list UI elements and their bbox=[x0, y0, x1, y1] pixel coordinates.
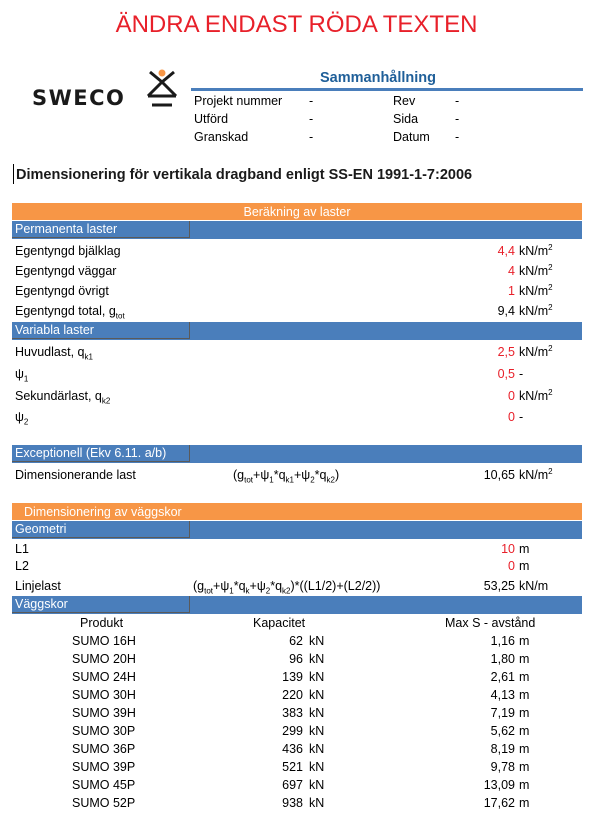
product-capacity: 62 bbox=[289, 634, 303, 648]
section-geometry bbox=[12, 521, 582, 539]
perm-row-label: Egentyngd väggar bbox=[15, 264, 117, 278]
var-row-label: Huvudlast, $q_{k1}$ bbox=[15, 345, 93, 362]
var-row-unit: $kN/m^2$ bbox=[519, 343, 553, 359]
product-capacity-unit: kN bbox=[309, 688, 325, 702]
product-max: 17,62 bbox=[483, 796, 515, 810]
product-capacity: 697 bbox=[282, 778, 303, 792]
section-permanent-label: Permanenta laster bbox=[12, 221, 190, 238]
product-max-unit: m bbox=[519, 796, 530, 810]
product-max-unit: m bbox=[519, 742, 530, 756]
section-exceptional-label: Exceptionell (Ekv 6.11. a/b) bbox=[12, 445, 190, 462]
var-row-label: $\psi_2$ bbox=[15, 410, 29, 427]
line-load-unit: kN/m bbox=[519, 579, 549, 593]
product-max: 9,78 bbox=[490, 760, 515, 774]
col-header-max: Max S - avstånd bbox=[445, 616, 536, 630]
var-row-label: Sekundärlast, $q_{k2}$ bbox=[15, 389, 111, 406]
product-capacity-unit: kN bbox=[309, 634, 325, 648]
product-max: 8,19 bbox=[490, 742, 515, 756]
product-max-unit: m bbox=[519, 652, 530, 666]
line-load-formula: $(g_{tot}+\psi_1*q_k+\psi_2*q_{k2})*((L1/2)+(L2/2))$ bbox=[193, 579, 381, 596]
meta-value-rev: - bbox=[455, 94, 460, 108]
section-variable-label: Variabla laster bbox=[12, 322, 190, 339]
product-max-unit: m bbox=[519, 706, 530, 720]
perm-row-value[interactable]: 4 bbox=[508, 264, 515, 278]
product-capacity-unit: kN bbox=[309, 760, 325, 774]
product-max: 4,13 bbox=[490, 688, 515, 702]
logo-text: SWECO bbox=[32, 86, 126, 110]
product-capacity: 383 bbox=[282, 706, 303, 720]
section-variable bbox=[12, 322, 582, 340]
section-permanent bbox=[12, 221, 582, 239]
product-capacity: 139 bbox=[282, 670, 303, 684]
line-load-label: Linjelast bbox=[15, 579, 61, 593]
load-calc-label: Beräkning av laster bbox=[243, 205, 351, 219]
product-max-unit: m bbox=[519, 688, 530, 702]
geometry-row-value[interactable]: 10 bbox=[501, 542, 515, 556]
product-max-unit: m bbox=[519, 670, 530, 684]
design-load-label: Dimensionerande last bbox=[15, 468, 136, 482]
col-header-product: Produkt bbox=[80, 616, 124, 630]
perm-row-label: Egentyngd bjälklag bbox=[15, 244, 121, 258]
section-geometry-label: Geometri bbox=[12, 521, 190, 538]
wall-dim-bar bbox=[12, 503, 582, 520]
perm-total-label: Egentyngd total, $g_{tot}$ bbox=[15, 304, 125, 321]
section-wall-shoes-label: Väggskor bbox=[12, 596, 190, 613]
perm-total-value: 9,4 bbox=[497, 304, 515, 318]
product-name: SUMO 36P bbox=[72, 742, 136, 756]
col-header-capacity: Kapacitet bbox=[253, 616, 306, 630]
header-rule bbox=[191, 88, 583, 91]
product-name: SUMO 39P bbox=[72, 760, 136, 774]
product-max: 2,61 bbox=[490, 670, 515, 684]
line-load-value: 53,25 bbox=[483, 579, 515, 593]
design-load-formula: $(g_{tot}+\psi_1*q_{k1}+\psi_2*q_{k2})$ bbox=[233, 468, 340, 485]
sweco-logo bbox=[32, 68, 192, 112]
perm-row-label: Egentyngd övrigt bbox=[15, 284, 109, 298]
section-wall-shoes bbox=[12, 596, 582, 614]
product-name: SUMO 39H bbox=[72, 706, 136, 720]
load-calc-bar bbox=[12, 203, 582, 220]
doc-title[interactable]: Dimensionering för vertikala dragband enligt SS-EN 1991-1-7:2006 bbox=[16, 167, 473, 183]
product-capacity: 220 bbox=[282, 688, 303, 702]
product-max: 7,19 bbox=[490, 706, 515, 720]
header-title: Sammanhållning bbox=[320, 70, 437, 86]
meta-label-page: Sida bbox=[393, 112, 419, 126]
product-max-unit: m bbox=[519, 634, 530, 648]
product-capacity-unit: kN bbox=[309, 652, 325, 666]
product-capacity: 521 bbox=[282, 760, 303, 774]
design-load-value: 10,65 bbox=[483, 468, 515, 482]
product-name: SUMO 30P bbox=[72, 724, 136, 738]
meta-value-reviewed: - bbox=[309, 130, 314, 144]
product-max: 1,80 bbox=[490, 652, 515, 666]
product-capacity-unit: kN bbox=[309, 706, 325, 720]
var-row-value[interactable]: 2,5 bbox=[497, 345, 515, 359]
geometry-row-unit: m bbox=[519, 542, 530, 556]
product-name: SUMO 45P bbox=[72, 778, 136, 792]
var-row-unit: - bbox=[519, 410, 524, 424]
product-capacity-unit: kN bbox=[309, 724, 325, 738]
product-max-unit: m bbox=[519, 778, 530, 792]
sweco-emblem-icon bbox=[142, 68, 182, 110]
geometry-row-value[interactable]: 0 bbox=[508, 559, 515, 573]
geometry-row-label: L2 bbox=[15, 559, 29, 573]
product-capacity: 436 bbox=[282, 742, 303, 756]
perm-row-value[interactable]: 1 bbox=[508, 284, 515, 298]
design-load-unit: $kN/m^2$ bbox=[519, 466, 553, 482]
wall-dim-bar-label: Dimensionering av väggskor bbox=[24, 505, 182, 519]
var-row-value[interactable]: 0 bbox=[508, 389, 515, 403]
product-name: SUMO 20H bbox=[72, 652, 136, 666]
product-max: 1,16 bbox=[490, 634, 515, 648]
meta-value-performed: - bbox=[309, 112, 314, 126]
var-row-unit: - bbox=[519, 367, 524, 381]
geometry-row-unit: m bbox=[519, 559, 530, 573]
product-max: 5,62 bbox=[490, 724, 515, 738]
var-row-label: $\psi_1$ bbox=[15, 367, 29, 384]
perm-row-unit: $kN/m^2$ bbox=[519, 242, 553, 258]
perm-total-unit: $kN/m^2$ bbox=[519, 302, 553, 318]
meta-label-performed: Utförd bbox=[194, 112, 229, 126]
product-capacity: 96 bbox=[289, 652, 303, 666]
product-max-unit: m bbox=[519, 724, 530, 738]
var-row-value[interactable]: 0,5 bbox=[497, 367, 515, 381]
product-name: SUMO 30H bbox=[72, 688, 136, 702]
section-exceptional bbox=[12, 445, 582, 463]
doc-title-cursor bbox=[13, 164, 14, 184]
product-capacity-unit: kN bbox=[309, 742, 325, 756]
meta-value-project: - bbox=[309, 94, 314, 108]
product-capacity: 938 bbox=[282, 796, 303, 810]
product-capacity-unit: kN bbox=[309, 796, 325, 810]
perm-row-unit: $kN/m^2$ bbox=[519, 262, 553, 278]
product-name: SUMO 52P bbox=[72, 796, 136, 810]
perm-row-unit: $kN/m^2$ bbox=[519, 282, 553, 298]
var-row-value[interactable]: 0 bbox=[508, 410, 515, 424]
product-max: 13,09 bbox=[483, 778, 515, 792]
meta-label-rev: Rev bbox=[393, 94, 416, 108]
meta-value-page: - bbox=[455, 112, 460, 126]
var-row-unit: $kN/m^2$ bbox=[519, 387, 553, 403]
meta-label-project: Projekt nummer bbox=[194, 94, 283, 108]
product-name: SUMO 16H bbox=[72, 634, 136, 648]
geometry-row-label: L1 bbox=[15, 542, 29, 556]
product-capacity-unit: kN bbox=[309, 778, 325, 792]
product-name: SUMO 24H bbox=[72, 670, 136, 684]
meta-value-date: - bbox=[455, 130, 460, 144]
product-capacity: 299 bbox=[282, 724, 303, 738]
meta-label-date: Datum bbox=[393, 130, 430, 144]
product-max-unit: m bbox=[519, 760, 530, 774]
product-capacity-unit: kN bbox=[309, 670, 325, 684]
meta-label-reviewed: Granskad bbox=[194, 130, 249, 144]
instruction-banner: ÄNDRA ENDAST RÖDA TEXTEN bbox=[115, 11, 478, 38]
perm-row-value[interactable]: 4,4 bbox=[497, 244, 515, 258]
